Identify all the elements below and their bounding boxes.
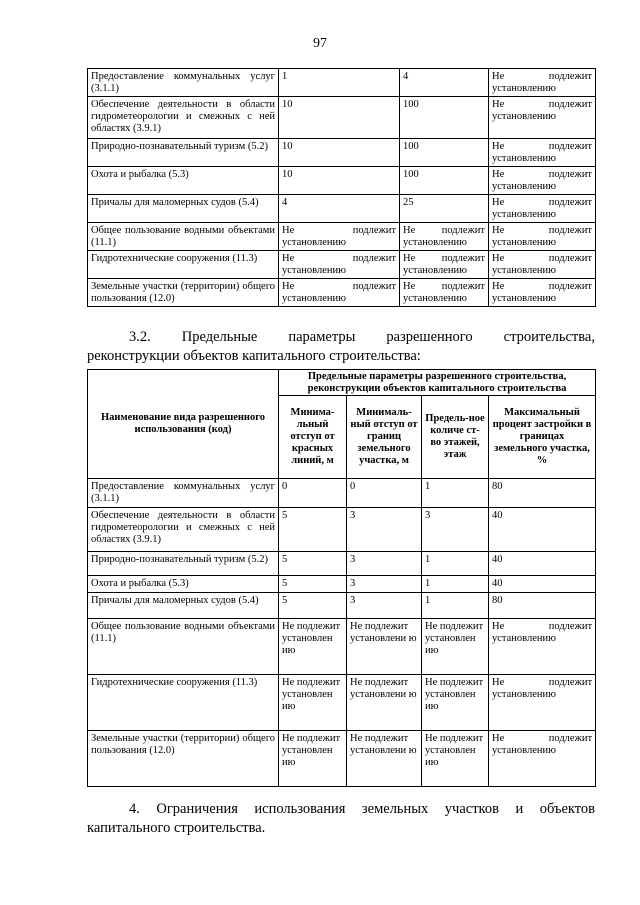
header-col-red-lines: Минима-льный отступ от красных линий, м (279, 396, 347, 479)
heading-word: Ограничения (156, 801, 238, 817)
cell-use-name: Причалы для маломерных судов (5.4) (88, 195, 279, 223)
cell-value: 25 (400, 195, 489, 223)
cell-value: 0 (279, 479, 347, 508)
cell-value: 3 (347, 552, 422, 576)
heading-word: Предельные (181, 329, 258, 345)
cell-value: 5 (279, 508, 347, 552)
heading-word: земельных (361, 801, 429, 817)
cell-value: Не подлежит установлен ию (279, 619, 347, 675)
header-group: Предельные параметры разрешенного строительства, реконструкции объектов капитального строительства (279, 370, 596, 396)
cell-value: 1 (422, 593, 489, 619)
cell-value: Не подлежит установлению (489, 619, 596, 675)
table-row (88, 195, 596, 223)
heading-word: параметры (288, 329, 356, 345)
cell-use-name: Предоставление коммунальных услуг (3.1.1) (88, 69, 279, 97)
cell-value: 3 (422, 508, 489, 552)
cell-value: Не подлежит установлению (400, 279, 489, 307)
cell-value: Не подлежит установлению (489, 97, 596, 139)
section-4-line2: капитального строительства. (87, 820, 266, 836)
table-row (88, 97, 596, 139)
table-row (88, 479, 596, 508)
heading-word: и (515, 801, 524, 817)
cell-value: 1 (422, 479, 489, 508)
cell-use-name: Природно-познавательный туризм (5.2) (88, 552, 279, 576)
cell-value: 1 (279, 69, 400, 97)
table-row (88, 139, 596, 167)
cell-value: Не подлежит установлению (279, 279, 400, 307)
cell-value: Не подлежит установлению (489, 139, 596, 167)
heading-word: объектов (539, 801, 595, 817)
cell-value: Не подлежит установлени ю (347, 731, 422, 787)
cell-use-name: Гидротехнические сооружения (11.3) (88, 251, 279, 279)
table-row (88, 576, 596, 593)
cell-value: Не подлежит установлени ю (347, 675, 422, 731)
table-row (88, 508, 596, 552)
table-max-area (87, 68, 596, 307)
cell-value: 80 (489, 479, 596, 508)
table-row (88, 593, 596, 619)
cell-use-name: Охота и рыбалка (5.3) (88, 167, 279, 195)
cell-use-name: Земельные участки (территории) общего пользования (12.0) (88, 279, 279, 307)
cell-use-name: Гидротехнические сооружения (11.3) (88, 675, 279, 731)
table-row (88, 619, 596, 675)
cell-value: Не подлежит установлен ию (422, 619, 489, 675)
page-number: 97 (313, 36, 327, 51)
header-col-boundaries: Минималь-ный отступ от границ земельного участка, м (347, 396, 422, 479)
heading-word: строительства, (503, 329, 595, 345)
cell-value: 100 (400, 97, 489, 139)
table-construction-params-body (88, 479, 596, 787)
cell-value: Не подлежит установлен ию (279, 731, 347, 787)
cell-value: Не подлежит установлению (400, 223, 489, 251)
cell-value: 40 (489, 508, 596, 552)
table-header (88, 370, 596, 479)
cell-value: 1 (422, 576, 489, 593)
cell-value: 100 (400, 139, 489, 167)
table-row (88, 552, 596, 576)
heading-word: разрешенного (386, 329, 473, 345)
section-3-2-heading (87, 328, 595, 366)
cell-value: Не подлежит установлен ию (422, 675, 489, 731)
cell-use-name: Общее пользование водными объектами (11.1) (88, 619, 279, 675)
cell-value: Не подлежит установлению (489, 731, 596, 787)
cell-value: 3 (347, 576, 422, 593)
cell-value: Не подлежит установлению (489, 167, 596, 195)
section-4-line1 (87, 800, 595, 819)
cell-value: Не подлежит установлению (489, 675, 596, 731)
table-row (88, 167, 596, 195)
cell-value: 5 (279, 576, 347, 593)
section-4-heading (87, 800, 595, 838)
cell-value: Не подлежит установлению (279, 223, 400, 251)
section-3-2-line2: реконструкции объектов капитального строительства: (87, 348, 421, 364)
table-row (88, 675, 596, 731)
cell-value: 3 (347, 508, 422, 552)
section-3-2-line1 (87, 328, 595, 347)
cell-value: Не подлежит установлению (489, 69, 596, 97)
cell-value: 80 (489, 593, 596, 619)
cell-use-name: Предоставление коммунальных услуг (3.1.1) (88, 479, 279, 508)
cell-value: 0 (347, 479, 422, 508)
cell-value: 10 (279, 139, 400, 167)
cell-value: 4 (400, 69, 489, 97)
heading-word: участков (444, 801, 499, 817)
cell-use-name: Обеспечение деятельности в области гидрометеорологии и смежных с ней областях (3.9.1) (88, 508, 279, 552)
cell-value: 10 (279, 97, 400, 139)
cell-value: Не подлежит установлен ию (279, 675, 347, 731)
cell-use-name: Обеспечение деятельности в области гидрометеорологии и смежных с ней областях (3.9.1) (88, 97, 279, 139)
cell-value: Не подлежит установлен ию (422, 731, 489, 787)
cell-use-name: Природно-познавательный туризм (5.2) (88, 139, 279, 167)
heading-word: использования (254, 801, 346, 817)
table-row (88, 731, 596, 787)
cell-use-name: Охота и рыбалка (5.3) (88, 576, 279, 593)
header-name-col: Наименование вида разрешенного использования (код) (88, 370, 279, 479)
cell-value: Не подлежит установлению (489, 279, 596, 307)
cell-value: 5 (279, 593, 347, 619)
table-row (88, 223, 596, 251)
section-number: 3.2. (129, 329, 151, 345)
table-row (88, 69, 596, 97)
cell-use-name: Причалы для маломерных судов (5.4) (88, 593, 279, 619)
cell-value: Не подлежит установлению (489, 251, 596, 279)
table-row (88, 279, 596, 307)
cell-use-name: Земельные участки (территории) общего пользования (12.0) (88, 731, 279, 787)
header-col-floors: Предель-ное количе ст-во этажей, этаж (422, 396, 489, 479)
cell-value: Не подлежит установлению (489, 223, 596, 251)
heading-word: 4. (129, 801, 140, 817)
header-col-coverage: Максимальный процент застройки в границах земельного участка, % (489, 396, 596, 479)
cell-value: Не подлежит установлени ю (347, 619, 422, 675)
cell-value: 3 (347, 593, 422, 619)
table-row (88, 251, 596, 279)
cell-value: 5 (279, 552, 347, 576)
cell-value: 40 (489, 576, 596, 593)
table-construction-params (87, 369, 596, 787)
table-max-area-body (88, 69, 596, 307)
cell-value: 40 (489, 552, 596, 576)
cell-value: 10 (279, 167, 400, 195)
cell-value: 4 (279, 195, 400, 223)
cell-value: 1 (422, 552, 489, 576)
cell-value: Не подлежит установлению (400, 251, 489, 279)
cell-value: 100 (400, 167, 489, 195)
cell-value: Не подлежит установлению (489, 195, 596, 223)
cell-use-name: Общее пользование водными объектами (11.1) (88, 223, 279, 251)
cell-value: Не подлежит установлению (279, 251, 400, 279)
